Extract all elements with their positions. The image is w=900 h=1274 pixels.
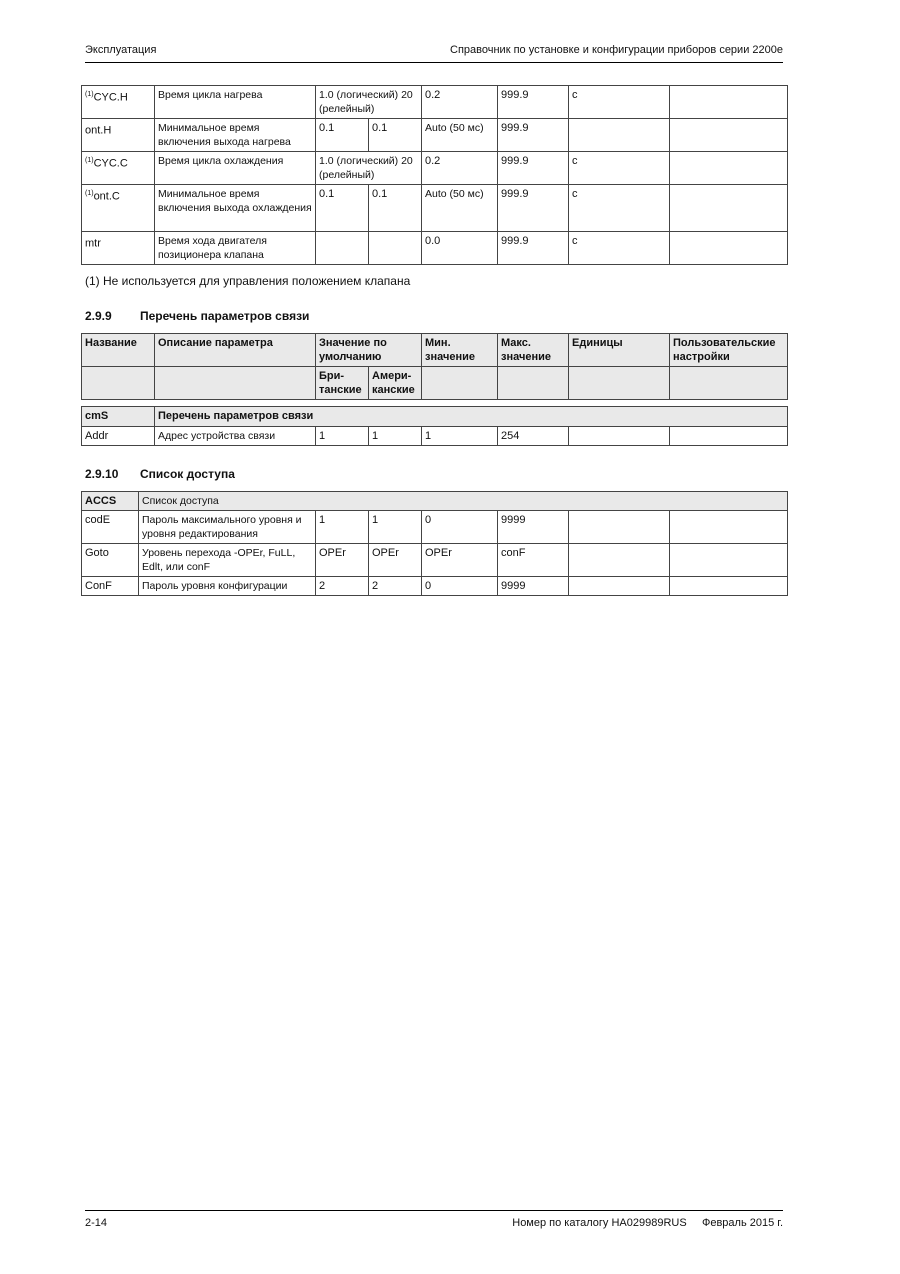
param-units [569,544,670,577]
param-min: Auto (50 мс) [422,185,498,232]
param-desc: Пароль максимального уровня и уровня редактирования [139,511,316,544]
param-default-us: 2 [369,577,422,596]
catalog-number: Номер по каталогу HA029989RUS Февраль 2015 г. [512,1217,783,1229]
param-default-us: 1 [369,511,422,544]
param-max: 999.9 [498,232,569,265]
empty-cell [498,367,569,400]
param-name: $^{(1)}$CYC.C [82,152,155,185]
param-min: 0.2 [422,152,498,185]
param-default: 1.0 (логический) 20 (релейный) [316,152,422,185]
col-uk: Бри-танские [316,367,369,400]
empty-cell [569,367,670,400]
table-row [82,544,788,577]
param-user [670,185,788,232]
param-user [670,86,788,119]
page-header [85,44,783,63]
param-units: с [569,86,670,119]
param-default-us: OPEr [369,544,422,577]
param-name: $^{(1)}$CYC.H [82,86,155,119]
col-default: Значение по умолчанию [316,334,422,367]
cms-code: cmS [82,407,155,427]
param-name: ont.H [82,119,155,152]
param-default-us: 1 [369,427,422,446]
empty-cell [670,367,788,400]
param-user [670,232,788,265]
param-default-uk: 0.1 [316,119,369,152]
param-units [569,119,670,152]
param-user [670,152,788,185]
table-row [82,427,788,446]
param-default-uk [316,232,369,265]
col-max: Макс. значение [498,334,569,367]
param-desc: Минимальное время включения выхода охлаждения [155,185,316,232]
param-max: 9999 [498,511,569,544]
param-max: conF [498,544,569,577]
cms-title-row [82,407,788,427]
param-desc: Время цикла охлаждения [155,152,316,185]
param-user [670,119,788,152]
cms-table [81,406,788,446]
table-row [82,86,788,119]
param-name: Addr [82,427,155,446]
param-default-uk: 1 [316,427,369,446]
param-max: 999.9 [498,152,569,185]
param-default-uk: 2 [316,577,369,596]
empty-cell [155,367,316,400]
param-min: 0 [422,511,498,544]
param-max: 999.9 [498,185,569,232]
empty-cell [422,367,498,400]
param-desc: Время цикла нагрева [155,86,316,119]
table-row [82,577,788,596]
param-desc: Уровень перехода -OPEr, FuLL, Edlt, или conF [139,544,316,577]
param-desc: Пароль уровня конфигурации [139,577,316,596]
param-min: OPEr [422,544,498,577]
header-left: Эксплуатация [85,44,157,56]
param-default-uk: 1 [316,511,369,544]
param-user [670,511,788,544]
param-min: 1 [422,427,498,446]
col-units: Единицы [569,334,670,367]
param-user [670,427,788,446]
param-name: ConF [82,577,139,596]
param-units [569,511,670,544]
accs-table [81,491,788,596]
param-user [670,577,788,596]
param-units: с [569,232,670,265]
cms-title: Перечень параметров связи [155,407,788,427]
col-desc: Описание параметра [155,334,316,367]
param-units: с [569,152,670,185]
accs-title-row [82,492,788,511]
param-max: 999.9 [498,86,569,119]
param-name: mtr [82,232,155,265]
accs-code: ACCS [82,492,139,511]
param-max: 9999 [498,577,569,596]
col-min: Мин. значение [422,334,498,367]
param-min: Auto (50 мс) [422,119,498,152]
table-row [82,185,788,232]
param-desc: Время хода двигателя позиционера клапана [155,232,316,265]
col-user: Пользовательские настройки [670,334,788,367]
param-units: с [569,185,670,232]
accs-title: Список доступа [139,492,788,511]
param-default-us [369,232,422,265]
header-right: Справочник по установке и конфигурации приборов серии 2200e [450,44,783,56]
control-params-table [81,85,788,265]
param-max: 254 [498,427,569,446]
param-min: 0.0 [422,232,498,265]
param-desc: Адрес устройства связи [155,427,316,446]
param-min: 0.2 [422,86,498,119]
param-user [670,544,788,577]
param-name: Goto [82,544,139,577]
param-units [569,577,670,596]
page-footer [85,1210,783,1229]
param-name: $^{(1)}$ont.C [82,185,155,232]
table-row [82,511,788,544]
page-number: 2-14 [85,1217,108,1229]
section-heading-2-9-9: 2.9.9 Перечень параметров связи [85,309,310,323]
footnote: (1) Не используется для управления положением клапана [85,274,411,288]
table-row [82,232,788,265]
param-min: 0 [422,577,498,596]
section-heading-2-9-10: 2.9.10 Список доступа [85,467,235,481]
param-default-us: 0.1 [369,119,422,152]
col-name: Название [82,334,155,367]
param-max: 999.9 [498,119,569,152]
param-default-uk: 0.1 [316,185,369,232]
table-row [82,152,788,185]
param-desc: Минимальное время включения выхода нагрева [155,119,316,152]
empty-cell [82,367,155,400]
table-row [82,119,788,152]
header-row [82,334,788,367]
param-default-uk: OPEr [316,544,369,577]
param-default-us: 0.1 [369,185,422,232]
col-us: Амери-канские [369,367,422,400]
param-default: 1.0 (логический) 20 (релейный) [316,86,422,119]
param-name: codE [82,511,139,544]
column-header-table [81,333,788,400]
param-units [569,427,670,446]
header-subrow [82,367,788,400]
